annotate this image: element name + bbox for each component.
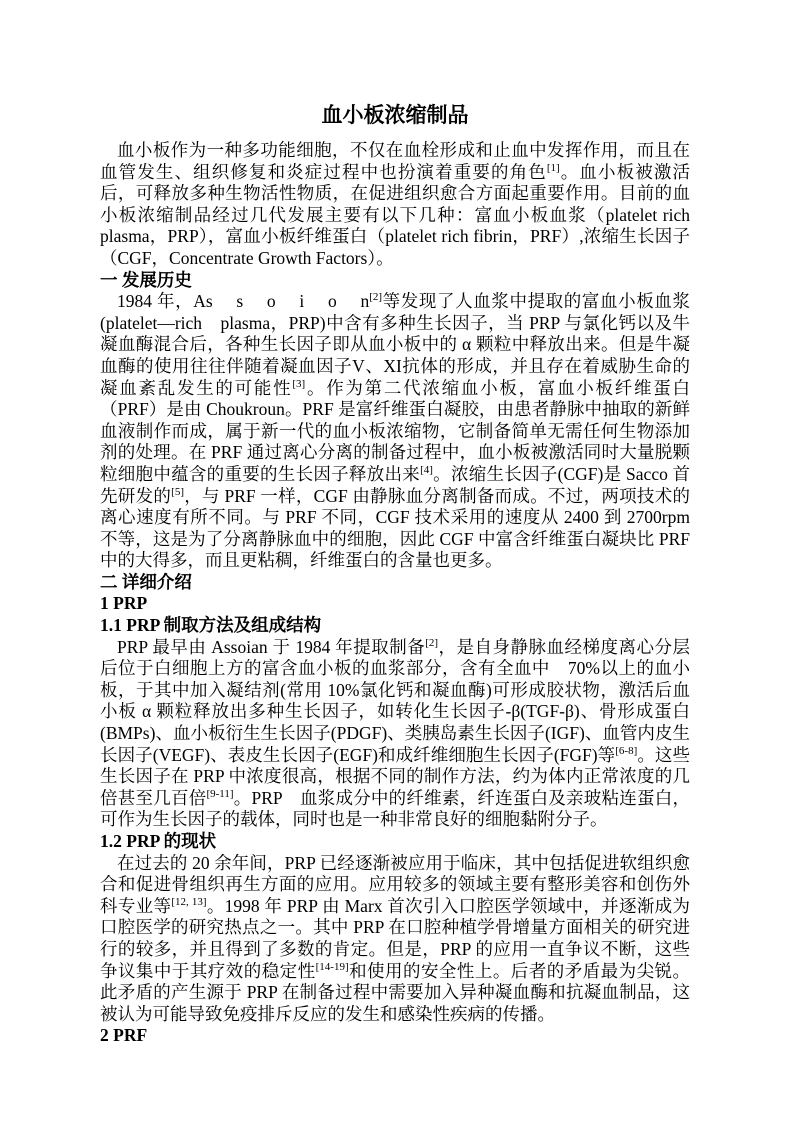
reference-superscript: [5] <box>171 485 184 498</box>
text-run: 2 PRF <box>100 1025 148 1046</box>
reference-superscript: [9-11] <box>206 787 234 800</box>
text-run: 一 发展历史 <box>100 269 192 290</box>
reference-superscript: [2] <box>425 636 439 649</box>
text-run: 1 PRP <box>100 593 148 614</box>
text-run: 和使用的安全性上。后者的矛盾最为尖锐。此矛盾的产生源于 PRP 在制备过程中需要加入异种凝血酶和抗凝血制品，这被认为可能导致免疫排斥反应的发生和感染性疾病的传播。 <box>100 960 691 1024</box>
section-heading <box>100 1025 690 1047</box>
text-run: 在过去的 20 余年间，PRP 已经逐渐被应用于临床，其中包括促进软组织愈合和促进骨组织再生方面的应用。应用较多的领域主要有整形美容和创伤外科专业等 <box>100 852 690 916</box>
paragraph <box>100 637 690 831</box>
text-run: 二 详细介绍 <box>100 571 192 592</box>
section-heading <box>100 270 690 292</box>
text-run: 血小板作为一种多功能细胞，不仅在血栓形成和止血中发挥作用，而且在血管发生、组织修复和炎症过程中也扮演着重要的角色 <box>100 140 690 182</box>
reference-superscript: [14-19] <box>315 960 349 973</box>
text-run: 。PRP 血浆成分中的纤维素，纤连蛋白及亲玻粘连蛋白，可作为生长因子的载体，同时也是一种非常良好的细胞黏附分子。 <box>100 787 690 830</box>
text-run: 。浓缩生长因子(CGF)是 Sacco 首先研发的 <box>100 463 690 506</box>
text-run: 1.1 PRP 制取方法及组成结构 <box>100 615 322 636</box>
reference-superscript: [4] <box>420 464 433 477</box>
section-heading <box>100 615 690 637</box>
text-run: ，与 PRF 一样，CGF 由静脉血分离制备而成。不过，两项技术的离心速度有所不同。与 PRF 不同，CGF 技术采用的速度从 2400 到 2700rpm 不等，这是为了分离静脉血中的细胞，因此 CGF 中富含纤维蛋白凝块比 PRF 中的大得多，而且更粘稠，纤维蛋白的含量也更多。 <box>100 485 691 571</box>
document-body <box>100 140 690 1047</box>
reference-superscript: [3] <box>292 377 306 390</box>
reference-superscript: [1] <box>546 161 560 174</box>
text-run: 。作为第二代浓缩血小板，富血小板纤维蛋白（PRF）是由 Choukroun。PRF 是富纤维蛋白凝胶，由患者静脉中抽取的新鲜血液制作而成，属于新一代的血小板浓缩物，它制备简单无需任何生物添加剂的处理。在 PRF 通过离心分离的制备过程中，血小板被激活同时大量脱颗粒细胞中蕴含的重要的生长因子释放出来 <box>100 377 690 484</box>
paragraph <box>100 853 690 1026</box>
section-heading <box>100 831 690 853</box>
text-run: 。血小板被激活后，可释放多种生物活性物质，在促进组织愈合方面起重要作用。目前的血小板浓缩制品经过几代发展主要有以下几种：富血小板血浆（platelet rich plasma，PRP），富血小板纤维蛋白（platelet rich fibrin，PRF）,浓缩生长因子（CGF，Concentrate Growth Factors）。 <box>100 161 691 268</box>
text-run: PRP 最早由 Assoian 于 1984 年提取制备 <box>117 636 426 657</box>
reference-superscript: [12, 13] <box>171 895 207 908</box>
reference-superscript: [6-8] <box>615 744 638 757</box>
paragraph <box>100 140 690 270</box>
paragraph <box>100 291 690 572</box>
document-title: 血小板浓缩制品 <box>321 103 469 127</box>
text-run: 等发现了人血浆中提取的富血小板血浆(platelet—rich plasma，PRP)中含有多种生长因子，当 PRP 与氯化钙以及牛凝血酶混合后，各种生长因子即从血小板中的 α 颗粒中释放出来。但是牛凝血酶的使用往往伴随着凝血因子V、XI抗体的形成，并且存在着威胁生命的凝血紊乱发生的可能性 <box>100 291 690 398</box>
text-run: 。这些生长因子在 PRP 中浓度很高，根据不同的制作方法，约为体内正常浓度的几倍甚至几百倍 <box>100 744 691 808</box>
section-heading <box>100 593 690 615</box>
section-heading <box>100 572 690 594</box>
text-run: 。1998 年 PRP 由 Marx 首次引入口腔医学领域中，并逐渐成为口腔医学的研究热点之一。其中 PRP 在口腔种植学骨增量方面相关的研究进行的较多，并且得到了多数的肯定。但是，PRP 的应用一直争议不断，这些争议集中于其疗效的稳定性 <box>100 895 690 981</box>
text-run: 1.2 PRP 的现状 <box>100 831 217 851</box>
text-run: ，是自身静脉血经梯度离心分层后位于白细胞上方的富含血小板的血浆部分，含有全血中 70%以上的血小板，于其中加入凝结剂(常用 10%氯化钙和凝血酶)可形成胶状物，激活后血小板 α 颗粒释放出多种生长因子，如转化生长因子-β(TGF-β)、骨形成蛋白(BMPs)、血小板衍生生长因子(PDGF)、类胰岛素生长因子(IGF)、血管内皮生长因子(VEGF)、表皮生长因子(EGF)和成纤维细胞生长因子(FGF)等 <box>100 636 690 765</box>
text-run: 1984 年，As s o i o n <box>117 291 370 312</box>
reference-superscript: [2] <box>369 291 383 304</box>
